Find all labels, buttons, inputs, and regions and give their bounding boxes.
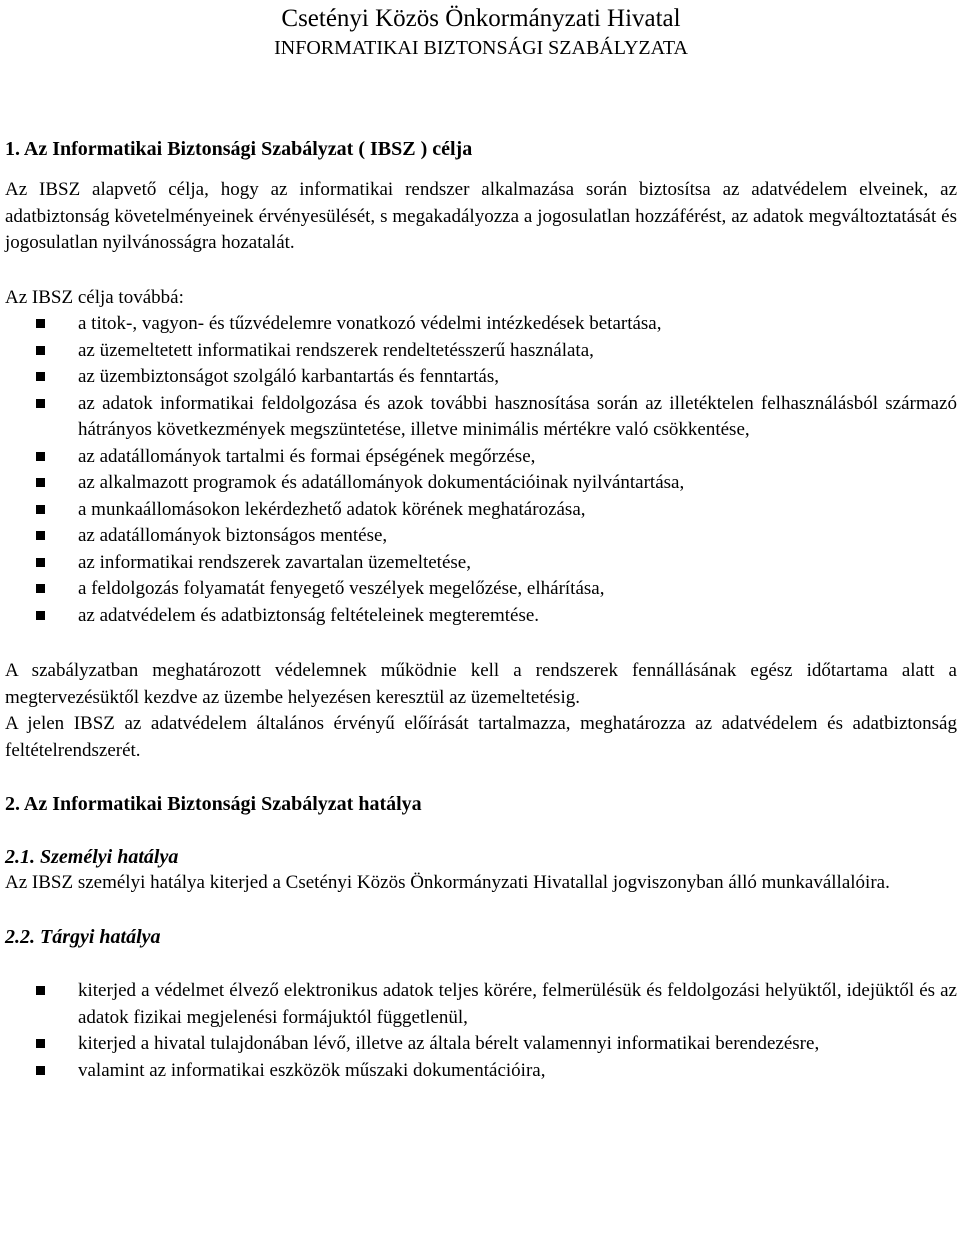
list-item: az informatikai rendszerek zavartalan üzemeltetése, — [5, 550, 957, 577]
document-header — [5, 0, 957, 62]
bullet-square-icon — [36, 531, 45, 540]
bullet-square-icon — [36, 478, 45, 487]
list-item: a munkaállomásokon lekérdezhető adatok körének meghatározása, — [5, 497, 957, 524]
bullet-square-icon — [36, 1066, 45, 1075]
section-1-goal-list — [5, 311, 957, 629]
subsection-2-1-text: Az IBSZ személyi hatálya kiterjed a Csetényi Közös Önkormányzati Hivatallal jogviszonyban álló munkavállalóira. — [5, 872, 890, 893]
subsection-2-2-list — [5, 978, 957, 1084]
list-item: valamint az informatikai eszközök műszaki dokumentációira, — [5, 1058, 957, 1085]
list-item: az üzemeltetett informatikai rendszerek rendeltetésszerű használata, — [5, 338, 957, 365]
bullet-square-icon — [36, 611, 45, 620]
document-title: INFORMATIKAI BIZTONSÁGI SZABÁLYZATA — [274, 37, 688, 59]
list-item: kiterjed a hivatal tulajdonában lévő, illetve az általa bérelt valamennyi informatikai berendezésre, — [5, 1031, 957, 1058]
list-item: az adatvédelem és adatbiztonság feltételeinek megteremtése. — [5, 603, 957, 630]
bullet-square-icon — [36, 558, 45, 567]
list-item: az üzembiztonságot szolgáló karbantartás és fenntartás, — [5, 364, 957, 391]
section-2-heading: 2. Az Informatikai Biztonsági Szabályzat hatálya — [5, 793, 422, 815]
subsection-2-1-heading: 2.1. Személyi hatálya — [5, 845, 179, 868]
section-1-paragraph-3a: A szabályzatban meghatározott védelemnek működnie kell a rendszerek fennállásának egész időtartama alatt a megtervezésüktől kezdve az üzembe helyezésen keresztül az üzemeltetésig. — [5, 660, 957, 708]
section-1-paragraph-3b: A jelen IBSZ az adatvédelem általános érvényű előírását tartalmazza, meghatározza az adatvédelem és adatbiztonság feltételrendszerét. — [5, 713, 957, 761]
subsection-2-2-heading: 2.2. Tárgyi hatálya — [5, 925, 161, 948]
list-item: az adatok informatikai feldolgozása és azok további hasznosítása során az illetéktelen felhasználásból származó hátrányos következmények megszüntetése, illetve minimális mértékre való csökkentése, — [5, 391, 957, 444]
list-item: az adatállományok biztonságos mentése, — [5, 523, 957, 550]
section-1-heading: 1. Az Informatikai Biztonsági Szabályzat ( IBSZ ) célja — [5, 138, 473, 160]
list-item: az adatállományok tartalmi és formai épségének megőrzése, — [5, 444, 957, 471]
list-item: a titok-, vagyon- és tűzvédelemre vonatkozó védelmi intézkedések betartása, — [5, 311, 957, 338]
bullet-square-icon — [36, 584, 45, 593]
bullet-square-icon — [36, 986, 45, 995]
bullet-square-icon — [36, 1039, 45, 1048]
bullet-square-icon — [36, 346, 45, 355]
section-1-paragraph-1: Az IBSZ alapvető célja, hogy az informatikai rendszer alkalmazása során biztosítsa az adatvédelem elveinek, az adatbiztonság követelményeinek érvényesülését, s megakadályozza a jogosulatlan hozzáférést, az adatok megváltoztatását és jogosulatlan nyilvánosságra hozatalát. — [5, 179, 957, 253]
bullet-square-icon — [36, 399, 45, 408]
document-page — [5, 0, 957, 1084]
list-item: kiterjed a védelmet élvező elektronikus adatok teljes körére, felmerülésük és feldolgozási helyüktől, idejüktől és az adatok fizikai megjelenési formájuktól függetlenül, — [5, 978, 957, 1031]
bullet-square-icon — [36, 372, 45, 381]
list-item: a feldolgozás folyamatát fenyegető veszélyek megelőzése, elhárítása, — [5, 576, 957, 603]
bullet-square-icon — [36, 505, 45, 514]
section-1-list-intro: Az IBSZ célja továbbá: — [5, 286, 184, 308]
bullet-square-icon — [36, 319, 45, 328]
list-item: az alkalmazott programok és adatállományok dokumentációinak nyilvántartása, — [5, 470, 957, 497]
bullet-square-icon — [36, 452, 45, 461]
org-name: Csetényi Közös Önkormányzati Hivatal — [281, 5, 681, 32]
